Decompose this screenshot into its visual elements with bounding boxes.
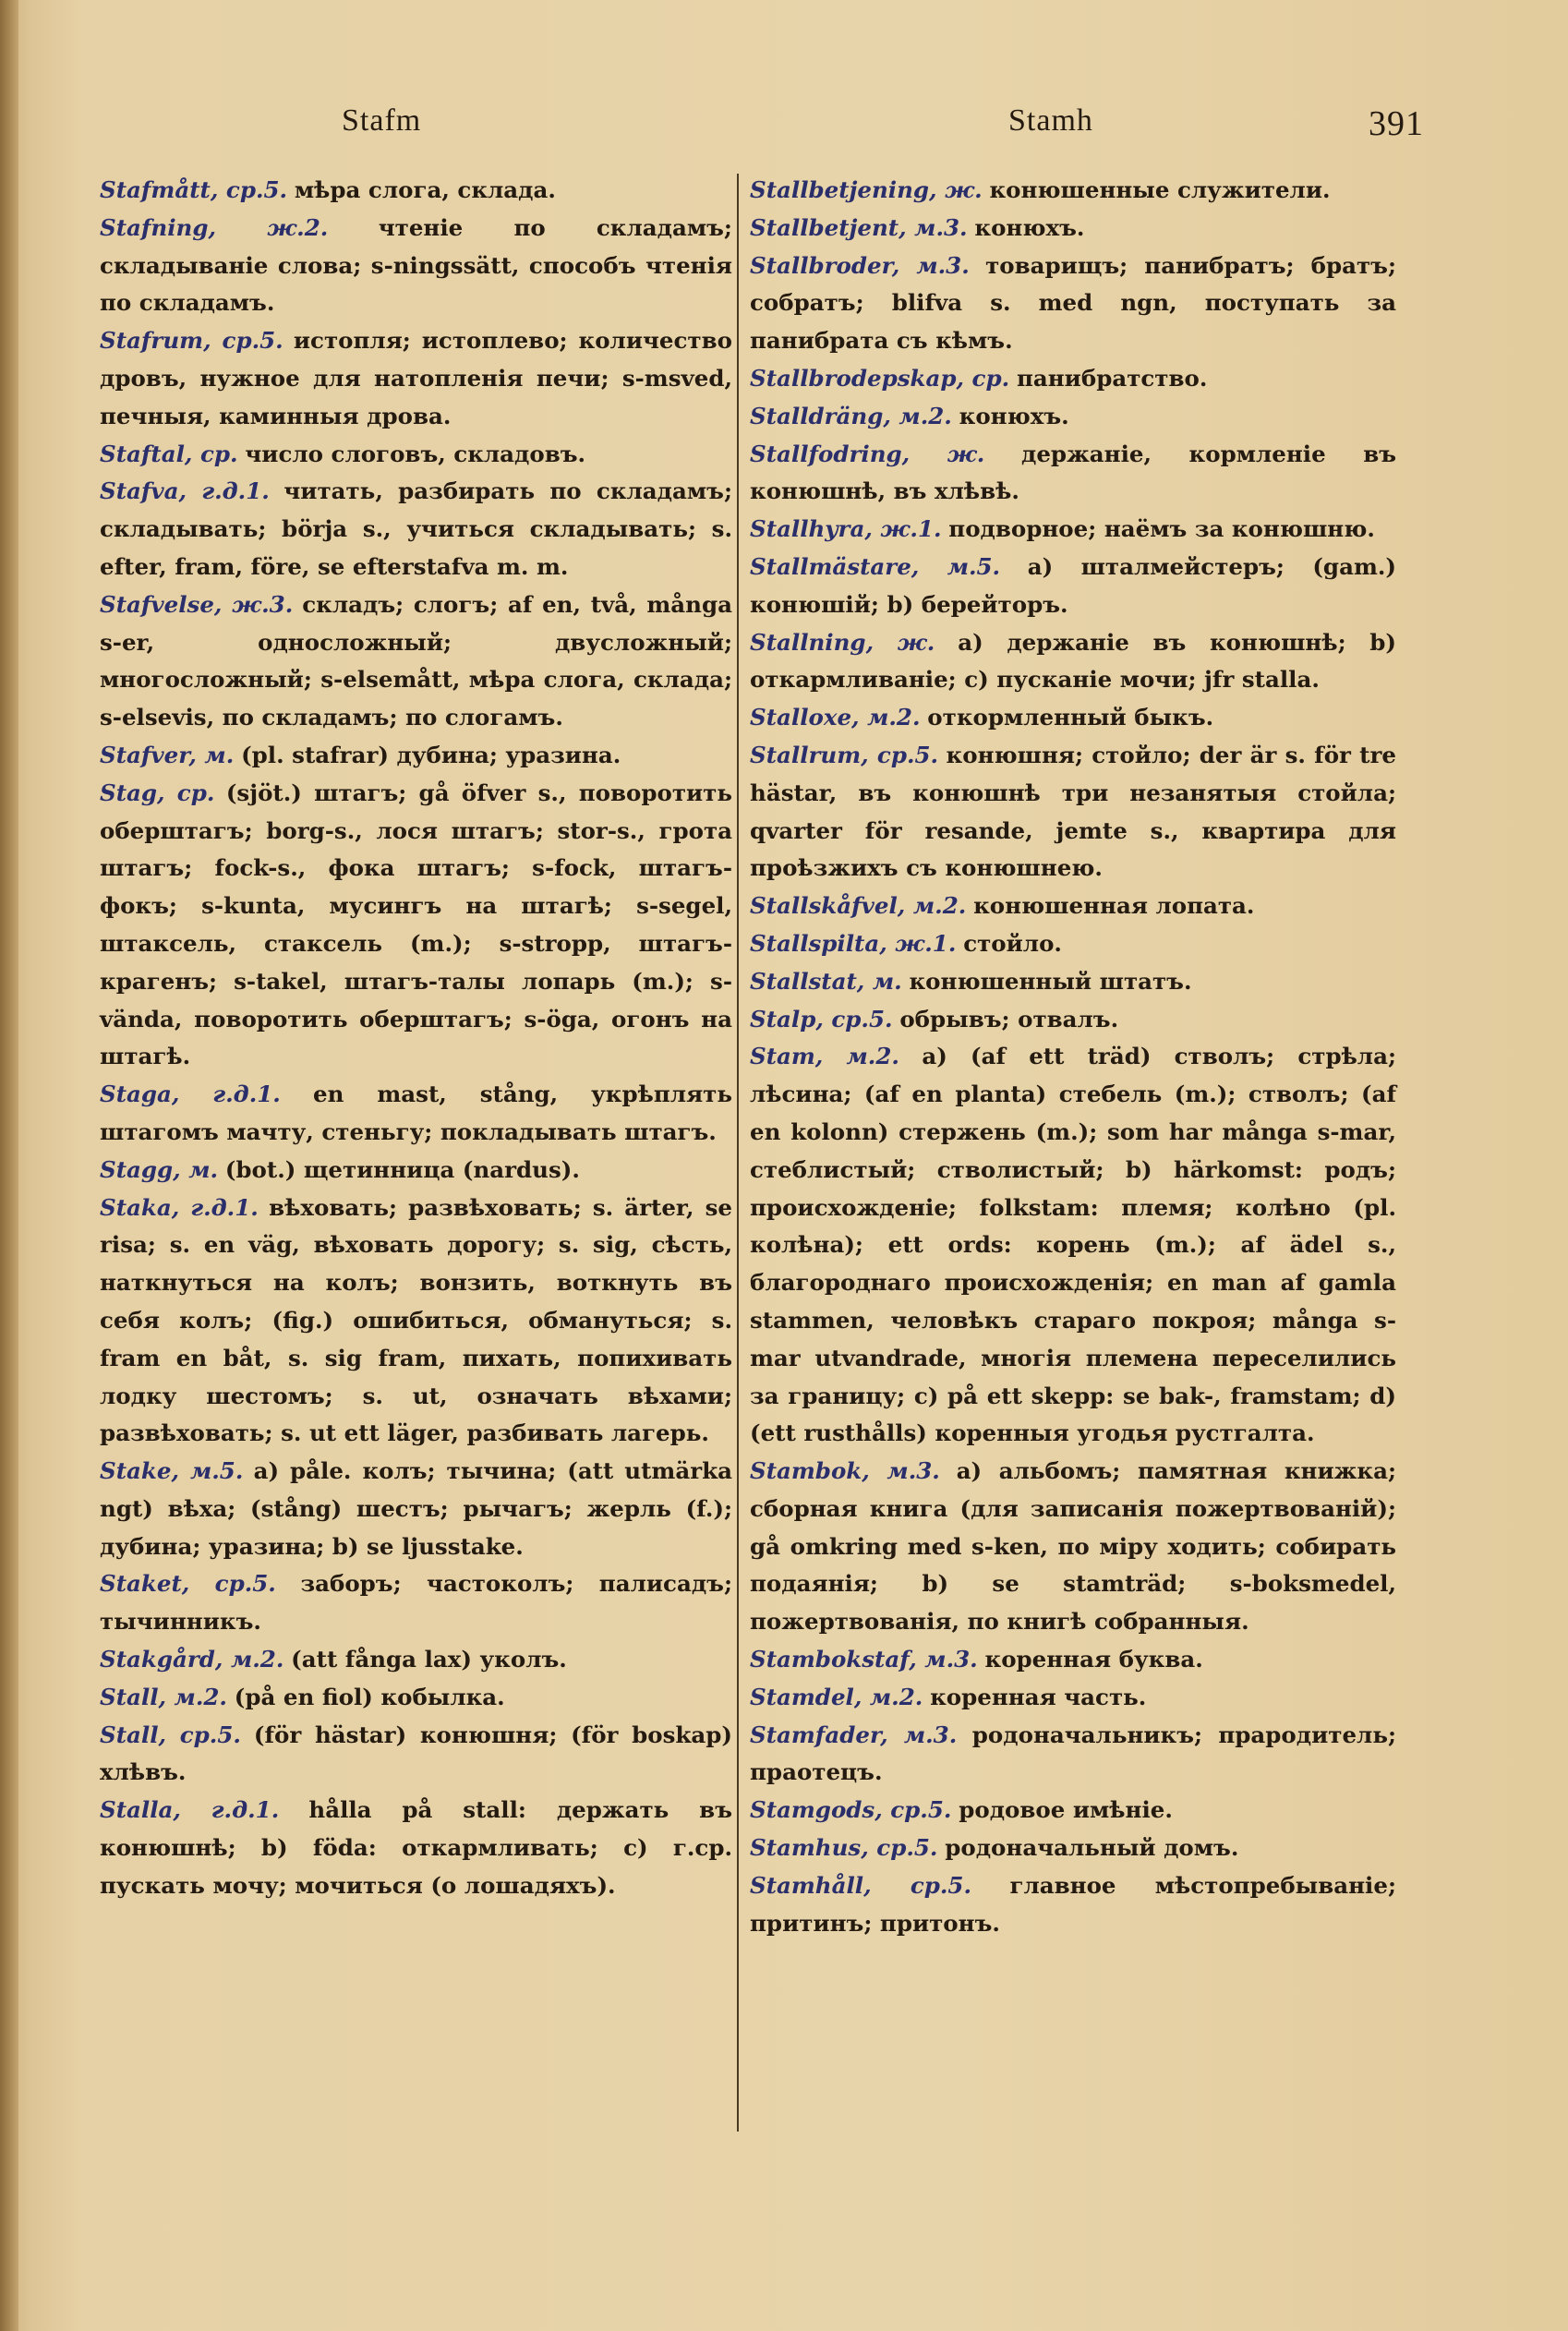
dictionary-entry xyxy=(750,398,1396,436)
entry-definition: читать, разбирать по складамъ; складывать; börja s., учиться складывать; s. efter, fram, före, se efterstafva m. m. xyxy=(100,477,732,580)
entry-headword: Stagg, м. xyxy=(100,1155,219,1183)
entry-definition: мѣра слога, склада. xyxy=(294,176,556,203)
dictionary-entry xyxy=(100,436,732,474)
entry-definition: вѣховать; развѣховать; s. ärter, se risa; s. en väg, вѣховать дорогу; s. sig, сѣсть, наткнуться на колъ; вонзить, воткнуть въ себя колъ; (fig.) ошибиться, обмануться; s. fram en båt, s. sig fram, пихать, попихивать лодку шестомъ; s. ut, означать вѣхами; развѣховать; s. ut ett läger, разбивать лагерь. xyxy=(100,1193,733,1447)
column-divider xyxy=(737,174,739,2132)
page-number: 391 xyxy=(1369,104,1424,143)
dictionary-entry xyxy=(100,1453,732,1565)
dictionary-entry xyxy=(750,511,1396,549)
entry-definition: истопля; истоплево; количество дровъ, нужное для натопленія печи; s-msved, печныя, каминныя дрова. xyxy=(100,327,732,429)
dictionary-entry xyxy=(750,248,1396,360)
dictionary-entry xyxy=(100,1076,732,1152)
entry-definition: (pl. stafrar) дубина; уразина. xyxy=(241,741,621,768)
entry-definition: заборъ; частоколъ; палисадъ; тычинникъ. xyxy=(100,1570,732,1636)
entry-definition: коренная часть. xyxy=(930,1683,1147,1710)
entry-definition: стойло. xyxy=(963,929,1062,957)
right-column xyxy=(750,172,1396,1942)
entry-headword: Staftal, ср. xyxy=(100,440,238,467)
entry-headword: Stall, ср.5. xyxy=(100,1721,241,1748)
entry-definition: а) альбомъ; памятная книжка; сборная книга (для записанія пожертвованій); gå omkring med s-ken, по міру ходить; собирать подаянія; b) se stamträd; s-boksmedel, пожертвованія, по книгѣ собранныя. xyxy=(750,1457,1397,1636)
entry-headword: Stamfader, м.3. xyxy=(750,1721,958,1748)
dictionary-entry xyxy=(750,1001,1396,1039)
entry-definition: родоначальникъ; прародитель; праотецъ. xyxy=(750,1721,1396,1786)
entry-definition: откормленный быкъ. xyxy=(927,704,1214,731)
entry-definition: подворное; наёмъ за конюшню. xyxy=(948,515,1375,543)
entry-definition: родоначальный домъ. xyxy=(945,1834,1239,1862)
dictionary-entry xyxy=(100,1152,732,1190)
entry-definition: hålla på stall: держать въ конюшнѣ; b) föda: откармливать; c) г.ср. пускать мочу; мочиться (о лошадяхъ). xyxy=(100,1796,732,1899)
entry-definition: а) держаніе въ конюшнѣ; b) откармливаніе; c) пусканіе мочи; jfr stalla. xyxy=(750,628,1396,694)
entry-headword: Staket, ср.5. xyxy=(100,1570,276,1598)
dictionary-entry xyxy=(100,210,732,322)
entry-headword: Stalldräng, м.2. xyxy=(750,402,952,429)
entry-definition: конюхъ. xyxy=(974,213,1085,241)
entry-definition: конюшенные служители. xyxy=(989,176,1331,203)
dictionary-entry xyxy=(750,172,1396,210)
dictionary-entry xyxy=(100,172,732,210)
entry-definition: родовое имѣніе. xyxy=(959,1796,1173,1824)
entry-headword: Stallmästare, м.5. xyxy=(750,552,1001,580)
entry-headword: Stallstat, м. xyxy=(750,967,902,995)
entry-headword: Stam, м.2. xyxy=(750,1043,899,1070)
page-binding-edge xyxy=(0,0,18,2331)
entry-definition: en mast, stång, укрѣплять штагомъ мачту, стеньгу; покладывать штагъ. xyxy=(100,1081,732,1145)
running-header xyxy=(94,103,1424,150)
dictionary-entry xyxy=(100,1717,732,1793)
entry-headword: Stafning, ж.2. xyxy=(100,213,329,241)
entry-definition: конюхъ. xyxy=(959,402,1069,429)
dictionary-entry xyxy=(100,586,732,737)
entry-headword: Staga, г.д.1. xyxy=(100,1081,281,1108)
dictionary-entry xyxy=(750,1641,1396,1679)
dictionary-entry xyxy=(750,210,1396,248)
entry-headword: Stallspilta, ж.1. xyxy=(750,929,957,957)
entry-definition: панибратство. xyxy=(1016,364,1208,392)
dictionary-entry xyxy=(750,1453,1396,1641)
entry-headword: Staka, г.д.1. xyxy=(100,1193,259,1221)
entry-definition: складъ; слогъ; af en, två, många s-er, односложный; двусложный; многосложный; s-elsemått, мѣра слога, склада; s-elsevis, по складамъ; по слогамъ. xyxy=(100,590,732,731)
entry-headword: Stakgård, м.2. xyxy=(100,1646,284,1673)
entry-headword: Stamgods, ср.5. xyxy=(750,1796,952,1824)
dictionary-entry xyxy=(750,1830,1396,1867)
entry-definition: (sjöt.) штагъ; gå öfver s., поворотить оберштагъ; borg-s., лося штагъ; stor-s., грота штагъ; fock-s., фока штагъ; s-fock, штагъ-фокъ; s-kunta, мусингъ на штагѣ; s-segel, штаксель, стаксель (m.); s-stropp, штагъ-крагенъ; s-takel, штагъ-талы лопарь (m.); s-vända, поворотить оберштагъ; s-öga, огонъ на штагѣ. xyxy=(100,779,732,1070)
entry-headword: Stallbrodерskap, ср. xyxy=(750,364,1010,392)
dictionary-entry xyxy=(750,624,1396,700)
entry-headword: Stalla, г.д.1. xyxy=(100,1796,280,1824)
entry-definition: а) (af ett träd) стволъ; стрѣла; лѣсина; (af en planta) стебель (m.); стволъ; (af en kolonn) стержень (m.); som har många s-mar, стеблистый; стволистый; b) härkomst: родъ; происхожденіе; folkstam: племя; колѣно (pl. колѣна); ett ords: корень (m.); af ädel s., благороднаго происхожденія; en man af gamla stammen, человѣкъ стараго покроя; många s-mar utvandrade, многія племена переселились за границу; c) på ett skepp: se bak-, framstam; d) (ett rusthålls) коренныя угодья рустгалта. xyxy=(750,1043,1396,1447)
entry-headword: Stafvelse, ж.3. xyxy=(100,590,294,618)
entry-headword: Stake, м.5. xyxy=(100,1457,244,1485)
entry-headword: Stallfodring, ж. xyxy=(750,440,985,467)
entry-headword: Stamhåll, ср.5. xyxy=(750,1871,971,1899)
dictionary-entry xyxy=(100,737,732,775)
entry-headword: Stallning, ж. xyxy=(750,628,935,656)
dictionary-entry xyxy=(100,775,732,1076)
entry-headword: Stallbroder, м.3. xyxy=(750,251,970,279)
entry-headword: Stafva, г.д.1. xyxy=(100,477,270,505)
entry-headword: Stallrum, ср.5. xyxy=(750,741,939,768)
entry-headword: Stafver, м. xyxy=(100,741,235,768)
dictionary-entry xyxy=(750,1038,1396,1453)
entry-headword: Stallbetjent, м.3. xyxy=(750,213,968,241)
dictionary-entry xyxy=(750,737,1396,888)
entry-headword: Stallbetjening, ж. xyxy=(750,176,983,203)
dictionary-entry xyxy=(100,473,732,586)
entry-headword: Stalloxe, м.2. xyxy=(750,704,921,731)
entry-definition: держаніе, кормленіе въ конюшнѣ, въ хлѣвѣ. xyxy=(750,440,1397,505)
header-guide-word-left: Stafm xyxy=(342,103,422,138)
dictionary-entry xyxy=(100,1565,732,1641)
dictionary-entry xyxy=(750,699,1396,737)
left-column xyxy=(100,172,732,1905)
dictionary-entry xyxy=(750,963,1396,1001)
dictionary-entry xyxy=(750,436,1396,512)
entry-headword: Stag, ср. xyxy=(100,779,215,806)
entry-headword: Stallhyra, ж.1. xyxy=(750,515,942,543)
entry-definition: a) påle. колъ; тычина; (att utmärka ngt) вѣха; (stång) шестъ; рычагъ; жерль (f.); дубина; уразина; b) se ljusstake. xyxy=(100,1457,732,1560)
dictionary-entry xyxy=(750,1717,1396,1793)
entry-definition: а) шталмейстеръ; (gam.) конюшій; b) берейторъ. xyxy=(750,552,1396,618)
entry-definition: число слоговъ, складовъ. xyxy=(245,440,586,467)
entry-definition: (att fånga lax) уколъ. xyxy=(291,1646,567,1673)
entry-definition: конюшенный штатъ. xyxy=(909,967,1192,995)
dictionary-entry xyxy=(750,925,1396,963)
dictionary-entry xyxy=(750,360,1396,398)
entry-headword: Stallskåfvel, м.2. xyxy=(750,892,967,920)
dictionary-entry xyxy=(100,1792,732,1904)
dictionary-entry xyxy=(100,1641,732,1679)
dictionary-entry xyxy=(750,1679,1396,1717)
entry-headword: Stambok, м.3. xyxy=(750,1457,940,1485)
dictionary-entry xyxy=(100,1679,732,1717)
dictionary-entry xyxy=(100,322,732,435)
dictionary-entry xyxy=(750,1792,1396,1830)
dictionary-entry xyxy=(750,1867,1396,1943)
entry-definition: коренная буква. xyxy=(984,1646,1203,1673)
entry-definition: обрывъ; отвалъ. xyxy=(899,1005,1119,1033)
entry-headword: Stamhus, ср.5. xyxy=(750,1834,938,1862)
entry-definition: конюшня; стойло; der är s. för tre hästar, въ конюшнѣ три незанятыя стойла; qvarter för resande, jemte s., квартира для проѣзжихъ съ конюшнею. xyxy=(750,741,1396,882)
entry-definition: (bot.) щетинница (nardus). xyxy=(224,1155,580,1183)
entry-definition: товарищъ; панибратъ; братъ; собратъ; blifva s. med ngn, поступать за панибрата съ кѣмъ. xyxy=(750,251,1396,355)
entry-headword: Stalp, ср.5. xyxy=(750,1005,893,1033)
entry-headword: Stafmått, ср.5. xyxy=(100,176,288,203)
dictionary-entry xyxy=(100,1190,732,1454)
entry-definition: конюшенная лопата. xyxy=(973,892,1255,920)
entry-definition: главное мѣстопребываніе; притинъ; притонъ. xyxy=(750,1871,1396,1937)
entry-headword: Stambokstaf, м.3. xyxy=(750,1646,978,1673)
entry-definition: (på en fiol) кобылка. xyxy=(234,1683,505,1710)
entry-definition: чтеніе по складамъ; складываніе слова; s-ningssätt, способъ чтенія по складамъ. xyxy=(100,213,732,317)
dictionary-entry xyxy=(750,888,1396,925)
header-guide-word-right: Stamh xyxy=(1008,103,1093,138)
dictionary-entry xyxy=(750,549,1396,624)
entry-headword: Stall, м.2. xyxy=(100,1683,227,1710)
entry-headword: Stamdel, м.2. xyxy=(750,1683,923,1710)
entry-definition: (för hästar) конюшня; (för boskap) хлѣвъ. xyxy=(100,1721,733,1786)
entry-headword: Stafrum, ср.5. xyxy=(100,327,283,355)
